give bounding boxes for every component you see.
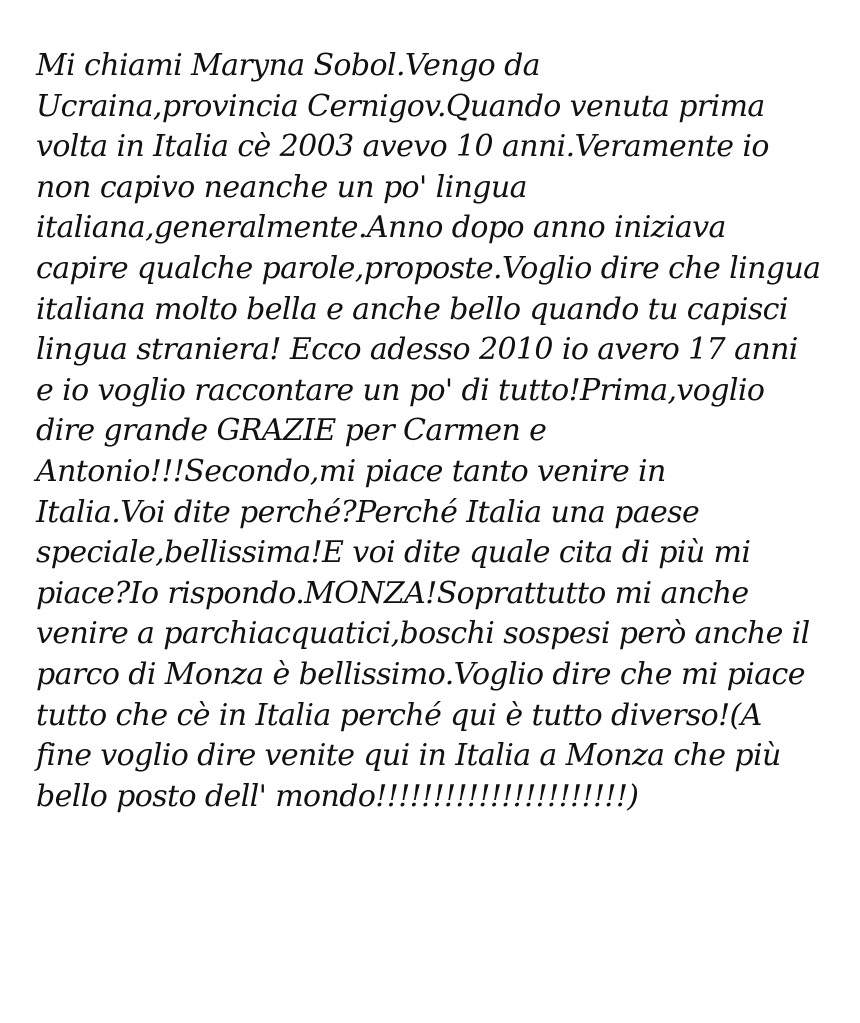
- text-line-13: speciale,bellissima!E voi dite quale cita di più mi: [36, 535, 751, 571]
- text-line-7: italiana molto bella e anche bello quando tu capisci: [36, 291, 788, 327]
- text-line-18: fine voglio dire venite qui in Italia a Monza che più: [36, 738, 781, 774]
- text-line-16: parco di Monza è bellissimo.Voglio dire che mi piace: [36, 656, 805, 692]
- text-line-15: venire a parchiacquatici,boschi sospesi però anche il: [36, 616, 810, 652]
- text-line-3: volta in Italia cè 2003 avevo 10 anni.Veramente io: [36, 129, 769, 165]
- text-line-14: piace?Io rispondo.MONZA!Soprattutto mi anche: [36, 575, 749, 611]
- text-line-4: non capivo neanche un po' lingua: [36, 169, 527, 205]
- text-line-2: Ucraina,provincia Cernigov.Quando venuta prima: [36, 88, 765, 124]
- text-line-8: lingua straniera! Ecco adesso 2010 io avero 17 anni: [36, 332, 798, 368]
- text-line-10: dire grande GRAZIE per Carmen e: [36, 413, 547, 449]
- text-line-19: bello posto dell' mondo!!!!!!!!!!!!!!!!!!!!!!): [36, 778, 639, 814]
- text-line-1: Mi chiami Maryna Sobol.Vengo da: [36, 48, 540, 83]
- text-line-9: e io voglio raccontare un po' di tutto!Prima,voglio: [36, 372, 765, 408]
- text-line-6: capire qualche parole,proposte.Voglio dire che lingua: [36, 250, 821, 286]
- text-line-5: italiana,generalmente.Anno dopo anno iniziava: [36, 210, 726, 246]
- text-line-17: tutto che cè in Italia perché qui è tutto diverso!(A: [36, 697, 762, 733]
- handwritten-text-body: [36, 46, 836, 817]
- text-line-11: Antonio!!!Secondo,mi piace tanto venire in: [36, 453, 666, 489]
- text-line-12: Italia.Voi dite perché?Perché Italia una paese: [36, 494, 700, 530]
